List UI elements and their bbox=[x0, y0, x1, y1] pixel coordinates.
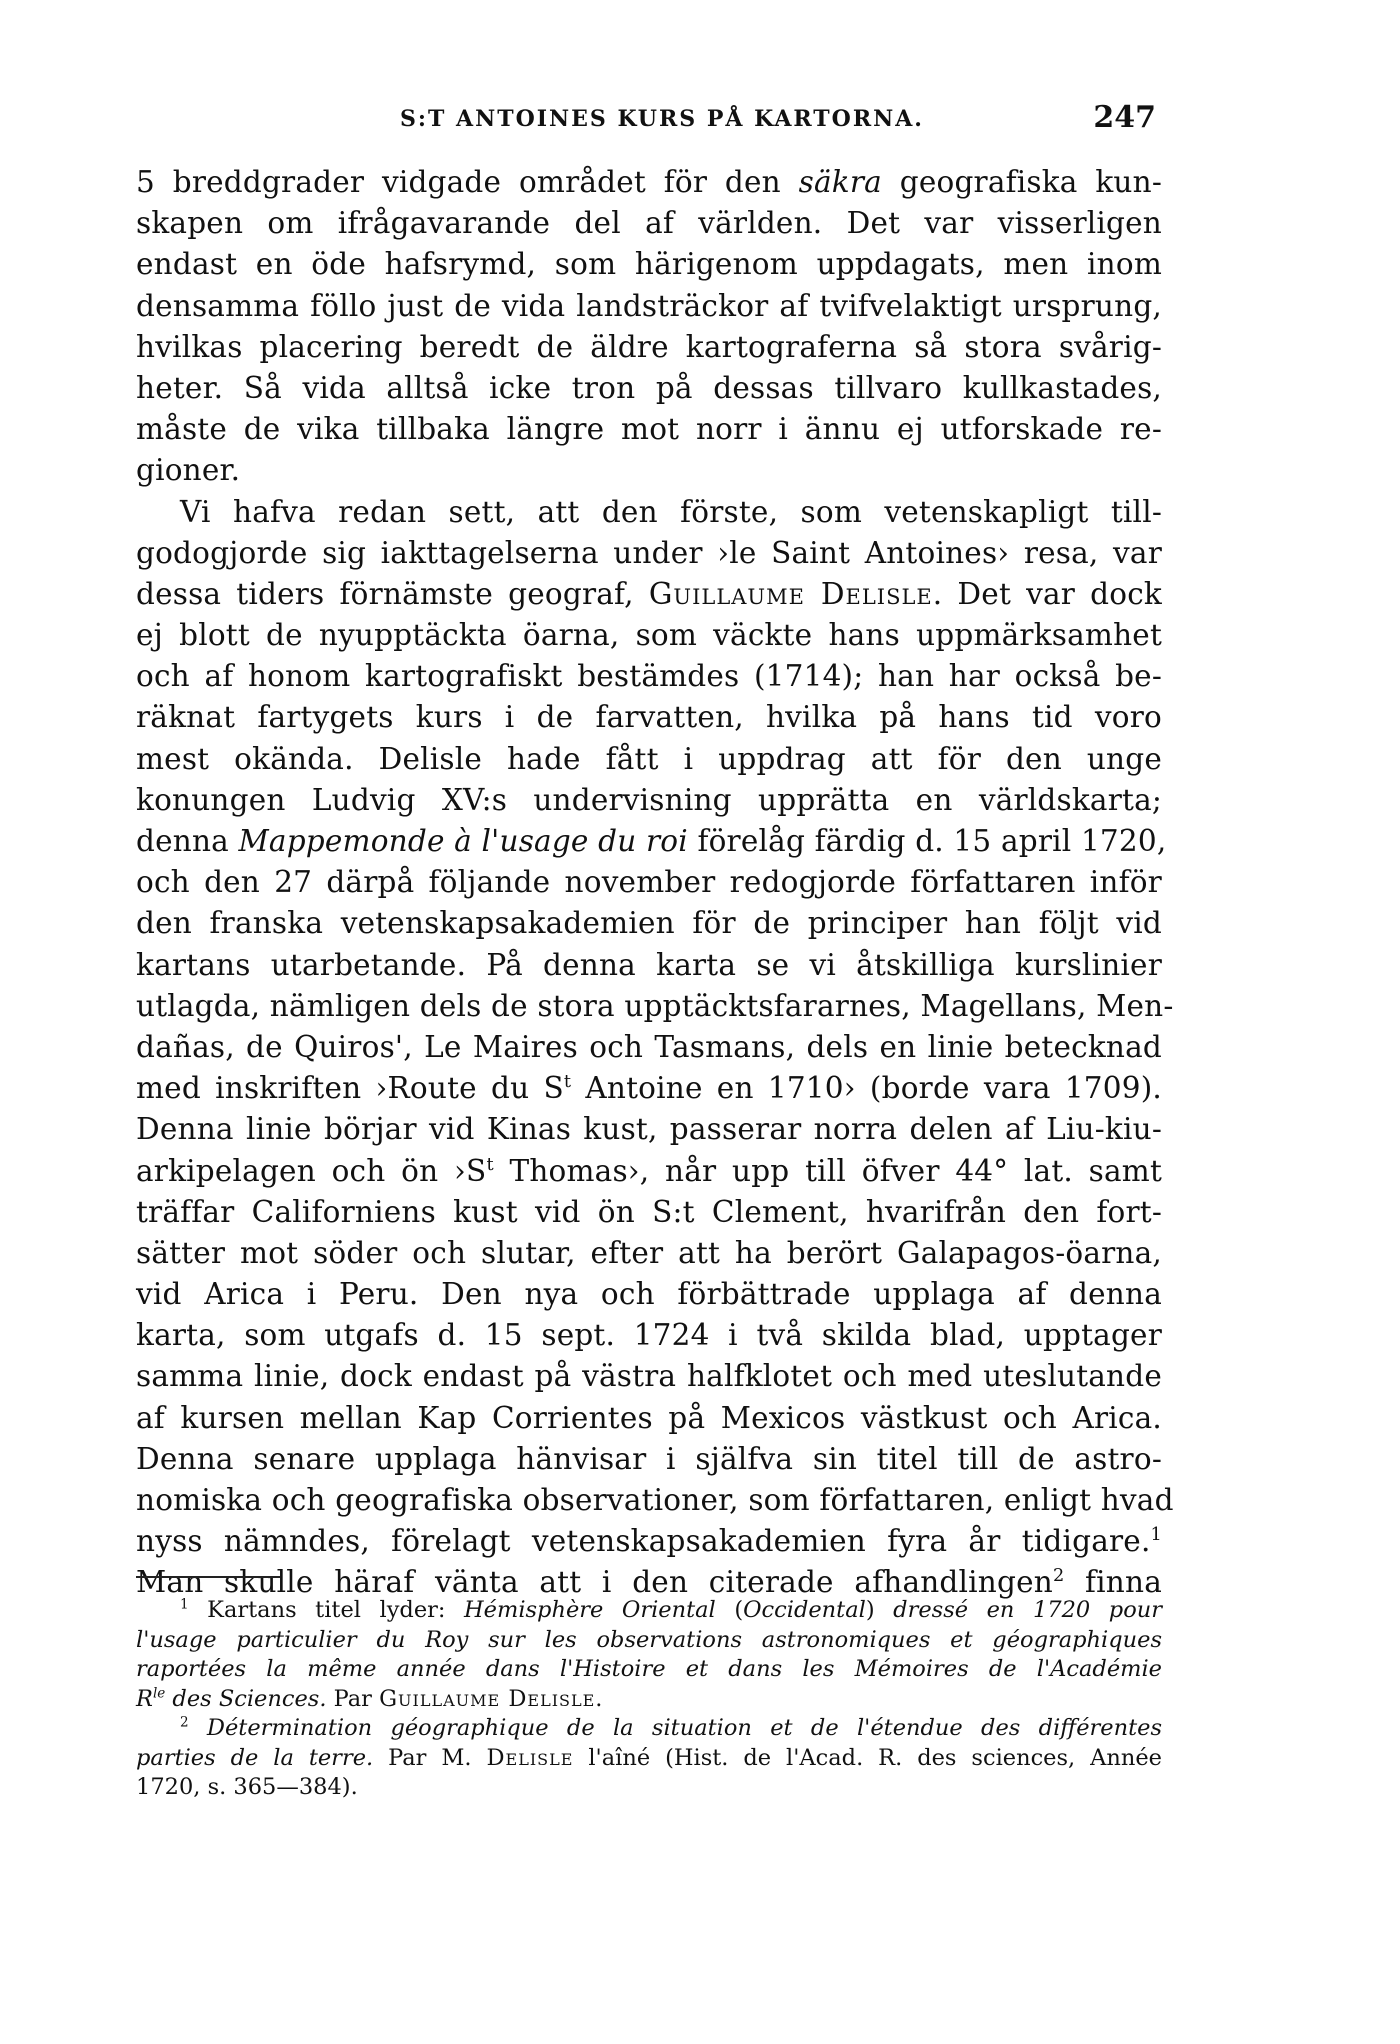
paragraph-2 bbox=[136, 492, 1174, 1604]
text-line: ej blott de nyupptäckta öarna, som väckte hans uppmärksamhet bbox=[136, 618, 1162, 653]
text-line: hvilkas placering beredt de äldre kartograferna så stora svårig- bbox=[136, 329, 1162, 364]
text-line: denna Mappemonde à l'usage du roi förelåg färdig d. 15 april 1720, bbox=[136, 824, 1167, 858]
author-name: Guillaume Delisle bbox=[648, 576, 933, 611]
footnote-2 bbox=[136, 1714, 1162, 1803]
text-line: dessa tiders förnämste geograf, Guillaume Delisle. Det var dock bbox=[136, 576, 1163, 611]
paragraph-1 bbox=[136, 162, 1162, 492]
text-line: dañas, de Quiros', Le Maires och Tasmans, dels en linie betecknad bbox=[136, 1029, 1162, 1064]
text-line: gioner. bbox=[136, 453, 241, 488]
footnote-ref-1[interactable]: 1 bbox=[1150, 1525, 1162, 1546]
footnote-line: parties de la terre. Par M. Delisle l'aîné (Hist. de l'Acad. R. des sciences, Année bbox=[136, 1744, 1162, 1771]
text-line: den franska vetenskapsakademien för de principer han följt vid bbox=[136, 906, 1162, 941]
text-line: vid Arica i Peru. Den nya och förbättrade upplaga af denna bbox=[136, 1277, 1162, 1312]
footnote-1 bbox=[136, 1596, 1162, 1714]
page-header bbox=[130, 100, 1160, 148]
text-line: och den 27 därpå följande november redogjorde författaren inför bbox=[136, 865, 1162, 900]
text-line: Denna linie börjar vid Kinas kust, passerar norra delen af Liu-kiu- bbox=[136, 1112, 1162, 1147]
footnotes bbox=[136, 1596, 1162, 1803]
page-number: 247 bbox=[1093, 100, 1156, 135]
text-line: 5 breddgrader vidgade området för den säkra geografiska kun- bbox=[136, 165, 1162, 199]
text-line: heter. Så vida alltså icke tron på dessas tillvaro kullkastades, bbox=[136, 370, 1162, 405]
text-line: mest okända. Delisle hade fått i uppdrag att för den unge bbox=[136, 741, 1162, 776]
text-line: arkipelagen och ön $›S^t$ Thomas›, når upp till öfver 44° lat. samt bbox=[136, 1153, 1163, 1188]
text-line: Vi hafva redan sett, att den förste, som vetenskapligt till- bbox=[180, 494, 1162, 529]
footnote-mark: 1 bbox=[180, 1596, 189, 1613]
text-line: skapen om ifrågavarande del af världen. Det var visserligen bbox=[136, 206, 1162, 241]
text-line: utlagda, nämligen dels de stora upptäcktsfararnes, Magellans, Men- bbox=[136, 988, 1174, 1023]
text-line: träffar Californiens kust vid ön S:t Clement, hvarifrån den fort- bbox=[136, 1194, 1162, 1229]
text-line: densamma föllo just de vida landsträckor af tvifvelaktigt ursprung, bbox=[136, 288, 1162, 323]
text-line: Man skulle häraf vänta att i den citerade afhandlingen$^2$ finna bbox=[136, 1565, 1162, 1600]
text-line: endast en öde hafsrymd, som härigenom uppdagats, men inom bbox=[136, 247, 1162, 282]
footnote-divider bbox=[136, 1576, 280, 1578]
text-line: nomiska och geografiska observationer, som författaren, enligt hvad bbox=[136, 1483, 1174, 1517]
footnote-line: l'usage particulier du Roy sur les observations astronomiques et géographiques bbox=[136, 1626, 1162, 1653]
text-line: måste de vika tillbaka längre mot norr i ännu ej utforskade re- bbox=[136, 412, 1162, 447]
text-line: nyss nämndes, förelagt vetenskapsakademien fyra år tidigare.$^1$ bbox=[136, 1524, 1162, 1559]
text-line: kartans utarbetande. På denna karta se vi åtskilliga kurslinier bbox=[136, 947, 1162, 982]
text-line: räknat fartygets kurs i de farvatten, hvilka på hans tid voro bbox=[136, 700, 1162, 735]
footnote-line: $^2$ Détermination géographique de la situation et de l'étendue des différentes bbox=[180, 1714, 1162, 1741]
footnote-line: 1720, s. 365—384). bbox=[136, 1774, 358, 1800]
text-line: godogjorde sig iakttagelserna under ›le Saint Antoines› resa, var bbox=[136, 535, 1162, 570]
body-text bbox=[136, 162, 1174, 1604]
text-line: karta, som utgafs d. 15 sept. 1724 i två skilda blad, upptager bbox=[136, 1318, 1162, 1353]
running-title: S:T ANTOINES KURS PÅ KARTORNA. bbox=[400, 106, 924, 132]
text-line: samma linie, dock endast på västra halfklotet och med uteslutande bbox=[136, 1359, 1162, 1394]
footnote-ref-2[interactable]: 2 bbox=[1052, 1566, 1065, 1587]
text-line: och af honom kartografiskt bestämdes (1714); han har också be- bbox=[136, 659, 1162, 694]
map-title: Mappemonde à l'usage du roi bbox=[238, 824, 688, 858]
footnote-line: $^1$ Kartans titel lyder: Hémisphère Oriental (Occidental) dressé en 1720 pour bbox=[180, 1596, 1162, 1623]
text-line: Denna senare upplaga hänvisar i själfva sin titel till de astro- bbox=[136, 1441, 1162, 1476]
text-line: af kursen mellan Kap Corrientes på Mexicos västkust och Arica. bbox=[136, 1400, 1162, 1435]
text-line: med inskriften ›Route du $S^t$ Antoine en 1710› (borde vara 1709). bbox=[136, 1071, 1163, 1106]
footnote-mark: 2 bbox=[180, 1714, 189, 1731]
footnote-line: raportées la même année dans l'Histoire et dans les Mémoires de l'Académie bbox=[136, 1656, 1162, 1682]
text-line: sätter mot söder och slutar, efter att ha berört Galapagos-öarna, bbox=[136, 1235, 1162, 1270]
text-line: konungen Ludvig XV:s undervisning upprätta en världskarta; bbox=[136, 782, 1162, 817]
footnote-line: $R^{le}$ des Sciences. Par Guillaume Delisle. bbox=[136, 1685, 603, 1712]
